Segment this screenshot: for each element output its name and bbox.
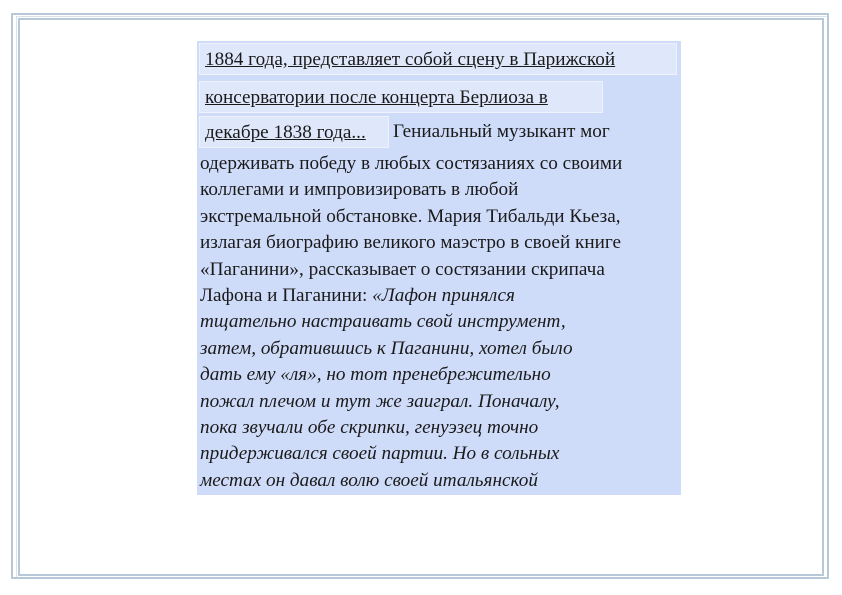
text-line-normal-part: Лафона и Паганини: (200, 284, 373, 306)
text-line: коллегами и импровизировать в любой (200, 179, 519, 201)
text-line-mixed (200, 283, 680, 309)
paragraph-continuation: Гениальный музыкант мог (393, 121, 610, 142)
paragraph-body (200, 151, 680, 494)
quote-line: дать ему «ля», но тот пренебрежительно (200, 364, 551, 386)
quote-line: придерживался своей партии. Но в сольных (200, 443, 560, 465)
quote-line: пока звучали обе скрипки, генуэзец точно (200, 416, 539, 438)
text-line: одерживать победу в любых состязаниях со своими (200, 153, 623, 174)
hyperlink-text-1[interactable]: 1884 года, представляет собой сцену в Парижской (205, 49, 616, 70)
quote-line: пожал плечом и тут же заиграл. Поначалу, (200, 390, 560, 412)
hyperlink-box-3[interactable] (199, 116, 389, 148)
text-line: «Паганини», рассказывает о состязании скрипача (200, 258, 605, 280)
slide-text-block (197, 41, 681, 495)
text-line: излагая биографию великого маэстро в своей книге (200, 232, 621, 254)
quote-line: тщательно настраивать свой инструмент, (200, 311, 566, 333)
hyperlink-box-1[interactable] (199, 43, 677, 75)
hyperlink-box-2[interactable] (199, 81, 603, 113)
hyperlink-text-3[interactable]: декабре 1838 года... (205, 122, 366, 143)
hyperlink-text-2[interactable]: консерватории после концерта Берлиоза в (205, 87, 548, 108)
quote-line: местах он давал волю своей итальянской (200, 469, 538, 491)
quote-start: «Лафон принялся (372, 284, 515, 306)
quote-line: затем, обратившись к Паганини, хотел было (200, 337, 573, 359)
text-line: экстремальной обстановке. Мария Тибальди Кьеза, (200, 205, 621, 227)
